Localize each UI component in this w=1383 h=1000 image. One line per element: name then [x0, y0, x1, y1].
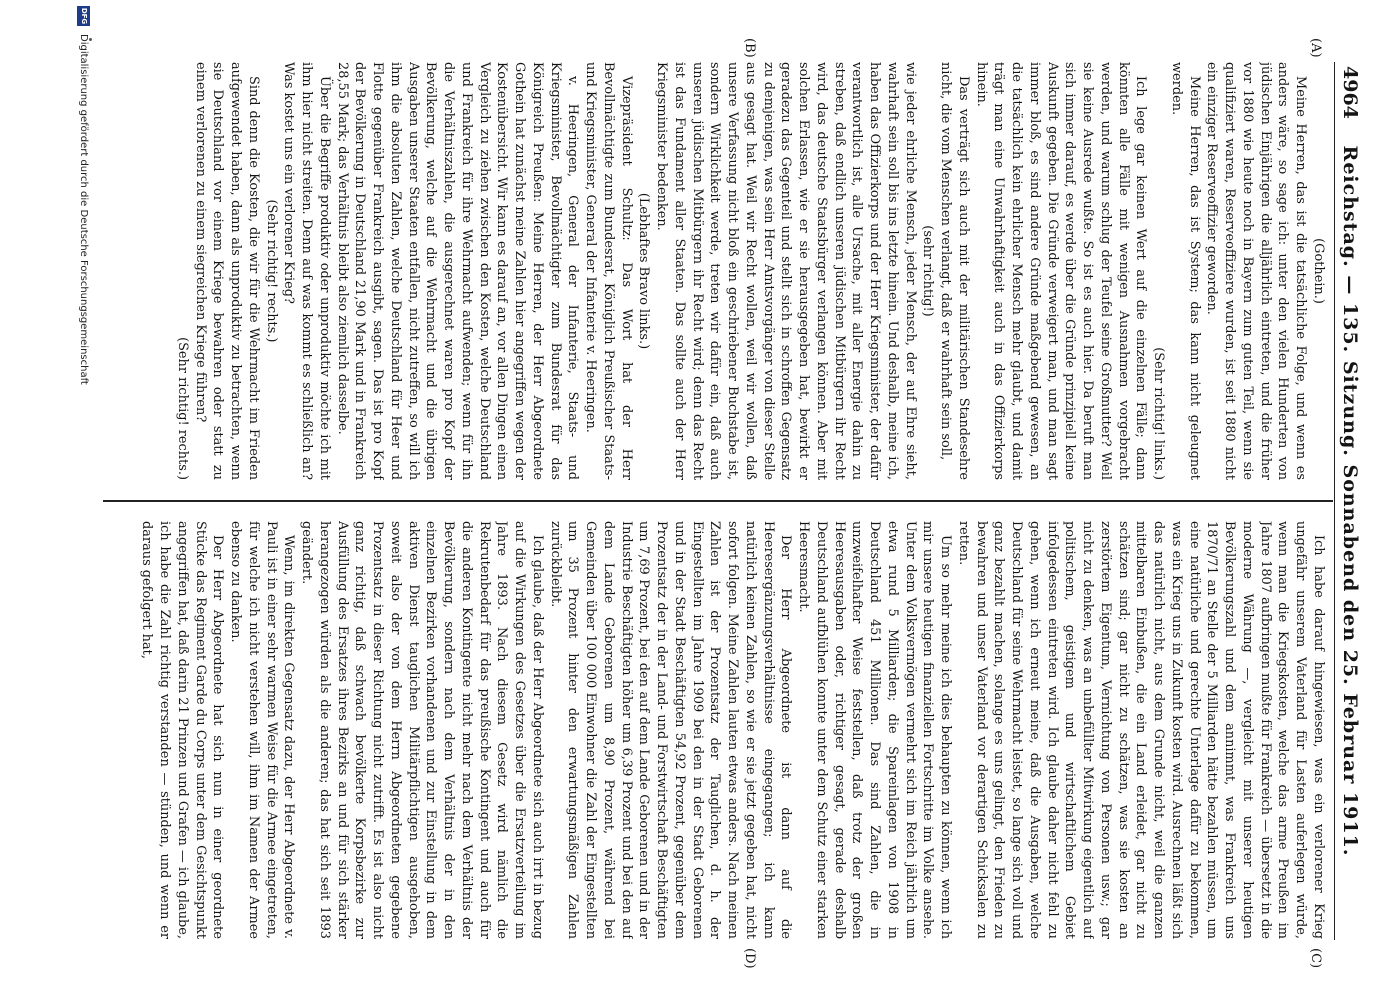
- paragraph: Das verträgt sich auch mit der militärischen Standesehre nicht, die vom Menschen verlangt, daß er wahrhaft sein soll,: [938, 62, 971, 480]
- paragraph: Ich habe darauf hingewiesen, was ein verlorener Krieg ungefähr unserem Vaterland für Lasten auferlegen würde, wenn man die Kriegskosten, welche das arme Preußen im Jahre 1807 aufbringen mußte für Frankreich — übersetzt in die moderne Währung —, vergleicht mit unserer heutigen Bevölkerungszahl und dem annimmt, was Frankreich uns 1870/71 an Stelle der 5 Milliarden hätte bezahlen müssen, um eine natürliche und gerechte Unterlage dafür zu bekommen, was ein Krieg uns in Zukunft kosten wird. Ausrechnen läßt sich das natürlich nicht, aus dem Grunde nicht, weil die ganzen mittelbaren Einbußen, die ein Land erleidet, gar nicht zu schätzen sind; gar nicht zu schätzen, was sie kosten an zerstörtem Eigentum, Vernichtung von Personen usw.; gar nicht zu denken, was an unbefüllter Mitwirkung eigentlich auf politischem, geistigem und wirtschaftlichem Gebiet infolgedessen eintreten wird. Ich glaube daher nicht fehl zu gehen, wenn ich erneut meine, daß die Ausgaben, welche Deutschland für seine Wehrmacht leistet, so lange sich voll und ganz bezahlt machen, solange es uns gelingt, den Frieden zu bewahren und unser Vaterland vor derartigen Schicksalen zu retten.: [956, 521, 1326, 939]
- reaction-note: (Sehr richtig! rechts.): [263, 199, 279, 343]
- paragraph: Um so mehr meine ich dies behaupten zu können, wenn ich mir unsere heutigen finanziellen Fortschritte im Volke ansehe. Unter dem Volksvermögen vermehrt sich im Reich jährlich um etwa rund 5 Milliarden; die Spareinlagen von 1908 in Deutschland 451 Millionen. Das sind Zahlen, die in unzweifelhafter Weise feststellen, daß trotz der großen Heeresausgaben oder, richtiger gesagt, gerade deshalb Deutschland aufblühen konnte unter dem Schutz einer starken Heeresmacht.: [796, 521, 954, 939]
- paragraph: Der Herr Abgeordnete ist dann auf die Heeresergänzungsverhältnisse eingegangen; ich kann natürlich keinen Zahlen, so wie er sie jetzt gegeben hat, nicht sofort folgen. Meine Zahlen lauten etwas anders. Nach meinen Zahlen ist der Prozentsatz der Tauglichen, d. h. der Eingestellten im Jahre 1909 bei den in der Stadt Geborenen und in der Stadt Beschäftigten 54,92 Prozent, gegenüber dem Prozentsatz der in der Land- und Forstwirtschaft Beschäftigten um 7,69 Prozent, bei den auf dem Lande Geborenen und in der Industrie Beschäftigten höher um 6,39 Prozent und bei den auf dem Lande Geborenen um 8,90 Prozent, während bei Gemeinden über 100 000 Einwohner die Zahl der Eingestellten um 35 Prozent hinter den erwartungsmäßigen Zahlen zurückbleibt.: [547, 521, 794, 939]
- reaction-note: (sehr richtig!): [920, 225, 936, 317]
- paragraph: Über die Begriffe produktiv oder unproduktiv möchte ich mit ihm hier nicht streiten. Denn auf was kommt es schließlich an? Was kostet uns ein verlorener Krieg?: [281, 62, 332, 480]
- margin-marker-c: (C): [1308, 948, 1323, 969]
- paragraph: wie jeder ehrliche Mensch, jeder Mensch, der auf Ehre sieht, wahrhaft sein soll bis ins letzte hinein. Und deshalb, meine ich, haben das Offizierkorps und der Herr Kriegsminister, der dafür verantwortlich ist, alle Ursache, mit aller Energie dahin zu streben, daß endlich unseren jüdischen Mitbürgern ihr Recht wird, das deutsche Staatsbürger verlangen können. Aber mit solchen Erlassen, wie er sie herausgegeben hat, bewirkt er geradezu das Gegenteil und stellt sich in schroffen Gegensatz zu demjenigen, was sein Herr Amtsvorgänger von dieser Stelle aus gesagt hat. Weil wir Recht wollen, weil wir wollen, daß unsere Verfassung nicht bloß ein geschriebener Buchstabe ist, sondern Wirklichkeit werde, treten wir dafür ein, daß auch unseren jüdischen Mitbürgern ihr Recht wird; denn das Recht ist das Fundament aller Staaten. Das sollte auch der Herr Kriegsminister bedenken.: [654, 62, 918, 480]
- margin-marker-a: (A): [1308, 38, 1323, 58]
- paragraph: Der Herr Abgeordnete hat sich nun in einer geordnete Stücke das Regiment Garde du Corps unter dem Gesichtspunkt angegriffen hat, daß darin 21 Prinzen und Grafen — ich glaube, ich habe die Zahl richtig verstanden — stünden, und wenn er daraus gefolgert hat,: [139, 521, 226, 939]
- page-header: [1334, 62, 1361, 940]
- margin-marker-d: (D): [742, 948, 757, 969]
- scan-speck: [89, 38, 92, 41]
- text-column-left: [89, 62, 1327, 480]
- margin-marker-b: (B): [742, 38, 757, 58]
- reaction-note: (Sehr richtig! rechts.): [175, 337, 190, 480]
- page-number: 4964: [1339, 66, 1361, 119]
- reaction-note: (Sehr richtig! links.): [1151, 347, 1167, 480]
- paragraph: Meine Herren, das ist die tatsächliche Folge, und wenn es anders wäre, so sage ich: unter den vielen Hunderten von jüdischen Einjährigen die alljährlich eintreten, und die früher vor 1880 wie heute noch in Bayern zum guten Teil, wenn sie qualifiziert waren, Reserveoffiziere wurden, ist seit 1880 nicht ein einziger Reserveoffizier geworden.: [1204, 62, 1309, 480]
- paragraph: Ich glaube, daß der Herr Abgeordnete sich auch irrt in bezug auf die Wirkungen des Gesetzes über die Ersatzverteilung im Jahre 1893. Nach diesem Gesetz wird nämlich die Rekrutenbedarf für das preußische Kontingent und auch für die anderen Kontingente nicht mehr nach dem Verhältnis der Bevölkerung, sondern nach dem Verhältnis der in den einzelnen Bezirken vorhandenen und zur Einstellung in dem aktiven Dienst tauglichen Militärpflichtigen ausgehoben, soweit also der von dem Herrn Abgeordneten gegebene Prozentsatz in dieser Richtung nicht zutrifft. Es ist also nicht ganz richtig, daß schwach bevölkerte Korpsbezirke zur Ausfüllung des Ersatzes ihres Bezirks an und für sich stärker herangezogen würden als die anderen; das hat sich seit 1893 geändert.: [299, 521, 545, 939]
- paragraph: Sind denn die Kosten, die wir für die Wehrmacht im Frieden aufgewendet haben, dann als unproduktiv zu betrachten, wenn sie Deutschland vor einem Kriege bewahren oder statt zu einem verlorenen zu einem siegreichen Kriege führen?: [192, 62, 261, 480]
- credit-text: Digitalisierung gefördert durch die Deutsche Forschungsgemeinschaft: [78, 34, 90, 385]
- paragraph-speaker: Vizepräsident Schultz: Das Wort hat der Herr Bevollmächtigte zum Bundesrat, Königlich Preußischer Staats- und Kriegsminister, General der Infanterie v. Heeringen.: [583, 62, 634, 480]
- paragraph-speaker: v. Heeringen, General der Infanterie, Staats- und Kriegsminister, Bevollmächtigter zum Bundesrat für das Königreich Preußen: Meine Herren, der Herr Abgeordnete Gothein hat zunächst meine Zahlen hier angegriffen wegen der Kostenübersicht. Wir kann es darauf an, vor allen Dingen einen Vergleich zu ziehen zwischen den Kosten, welche Deutschland und Frankreich für ihre Wehrmacht aufwenden; wenn für ihn die Verhältniszahlen, die ausgerechnet waren pro Kopf der Bevölkerung, welche auf die Wehrmacht und die übrigen Ausgaben unserer Staaten entfallen, nicht zutreffen, so will ich ihm die absoluten Zahlen, welche Deutschland für Heer und Flotte gegenüber Frankreich ausgibt, sagen. Das ist pro Kopf der Bevölkerung in Deutschland 21,90 Mark und in Frankreich 28,55 Mark; das Verhältnis bleibt also ziemlich dasselbe.: [334, 62, 581, 480]
- paragraph: Meine Herren, das ist System; das kann nicht geleugnet werden.: [1169, 62, 1202, 480]
- page-title: Reichstag. — 135. Sitzung. Sonnabend den 25. Februar 1911.: [1339, 145, 1361, 857]
- dfg-logo: DFG: [78, 6, 91, 26]
- paragraph: Ich lege gar keinen Wert auf die einzelnen Fälle; dann könnten alle Fälle mit wenigen Ausnahmen vorgebracht werden, und warum schlug der Teufel seine Großmutter? Weil sie keine Ausrede wußte. So ist es auch hier. Da beruft man sich immer darauf, es werde über die Gründe prinzipiell keine Auskunft gegeben. Die Gründe verweigert man, und man sagt immer bloß, es sind andere Gründe maßgebend gewesen, an die tatsächlich kein ehrlicher Mensch mehr glaubt, und damit trägt man eine Unwahrhaftigkeit auch in das Offizierkorps hinein.: [973, 62, 1149, 480]
- reaction-note: (Lebhaftes Bravo links.): [636, 192, 652, 350]
- column-divider: [103, 500, 1333, 502]
- paragraph: Wenn, im direkten Gegensatz dazu, der Herr Abgeordnete v. Pauli ist in einer sehr warmen Weise für die Armee eingetreten, für welche ich nicht verstehen will, ihm im Namen der Armee ebenso zu danken.: [228, 521, 297, 939]
- digitization-credit: [75, 0, 93, 1000]
- text-column-right: [89, 521, 1327, 939]
- speaker-tag: (Gothein.): [1311, 238, 1326, 304]
